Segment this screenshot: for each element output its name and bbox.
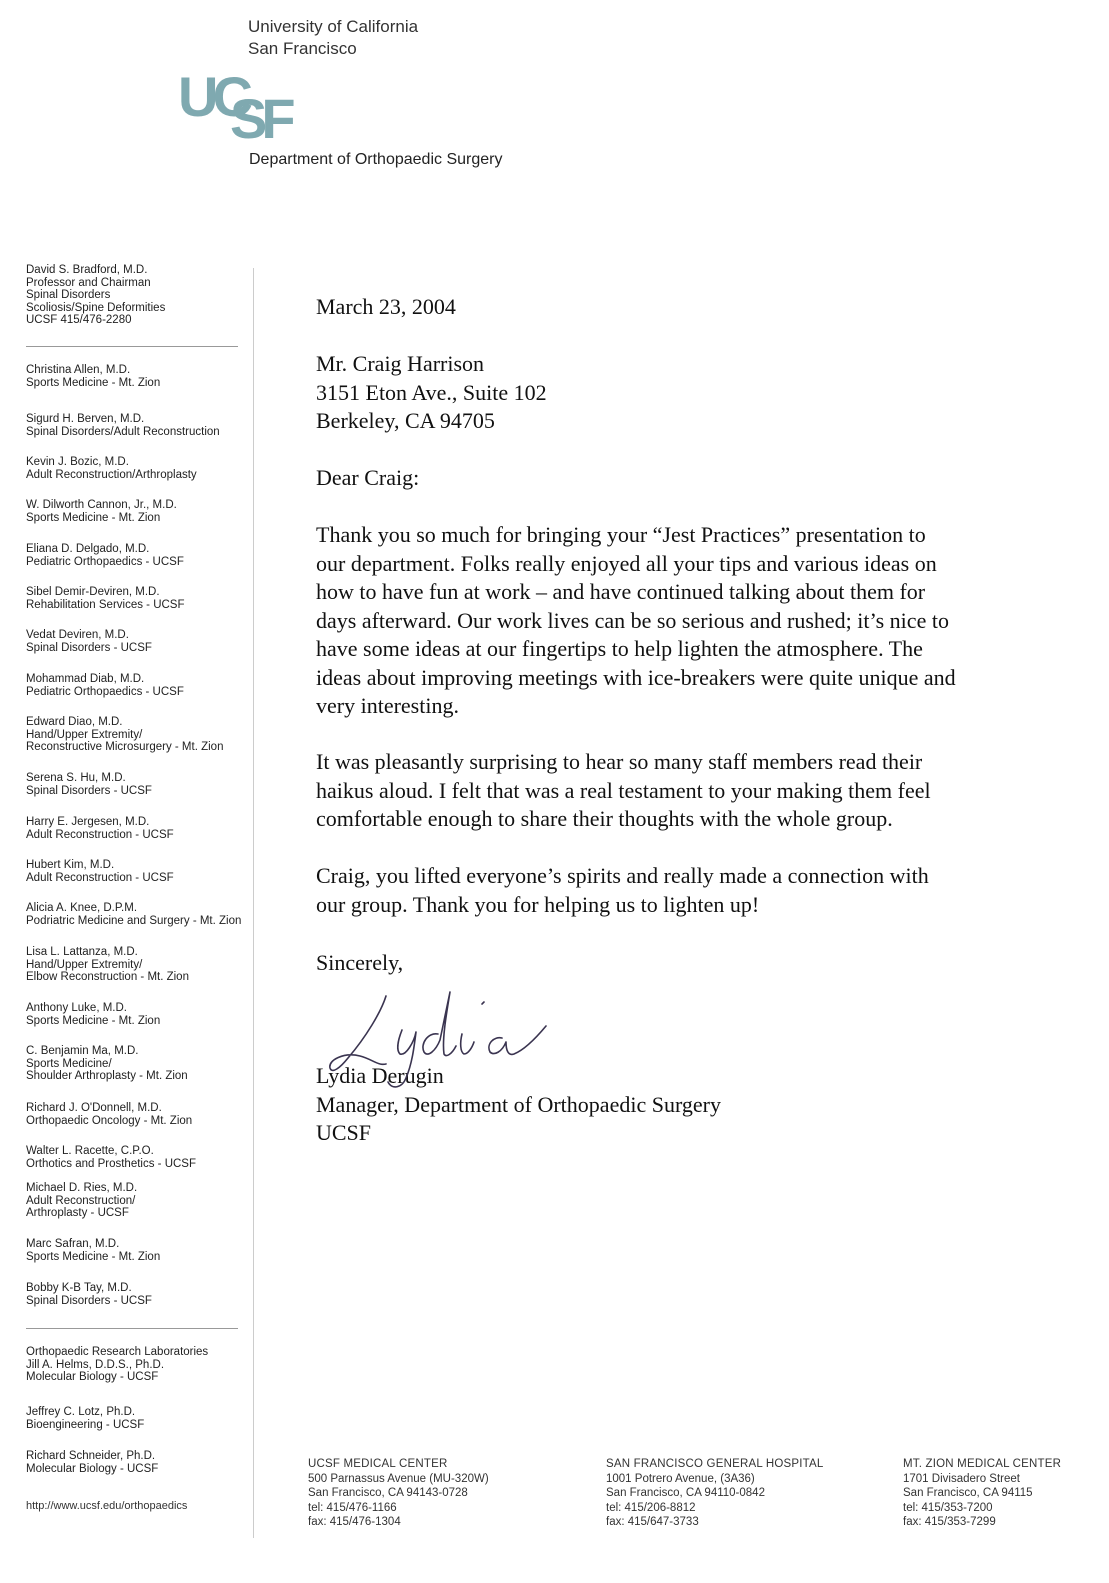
paragraph-line: our department. Folks really enjoyed all your tips and various ideas on	[316, 550, 937, 576]
faculty-entry-mohammad-diab-m-d	[26, 673, 251, 698]
address-line: Mr. Craig Harrison	[316, 351, 485, 376]
footer-location-san-francisco-general-hospital	[606, 1457, 824, 1530]
paragraph-1	[316, 521, 1056, 721]
paragraph-line: haikus aloud. I felt that was a real testament to your making them feel	[316, 777, 931, 803]
signer-name: Lydia Derugin	[316, 1063, 444, 1088]
research-entry	[26, 1450, 251, 1475]
paragraph-2	[316, 748, 1056, 834]
faculty-name: Mohammad Diab, M.D.	[26, 673, 145, 685]
footer-location-ucsf-medical-center	[308, 1457, 489, 1530]
paragraph-line: Craig, you lifted everyone’s spirits and really made a connection with	[316, 863, 929, 888]
faculty-entry-marc-safran-m-d	[26, 1238, 251, 1263]
faculty-detail: Spinal Disorders - UCSF	[26, 784, 152, 797]
location-detail: San Francisco, CA 94115	[903, 1487, 1033, 1499]
faculty-entry-sibel-demir-deviren-m-d	[26, 586, 251, 611]
paragraph-line: our group. Thank you for helping us to lighten up!	[316, 891, 760, 917]
location-detail: 1701 Divisadero Street	[903, 1472, 1020, 1485]
faculty-name: Walter L. Racette, C.P.O.	[26, 1145, 154, 1157]
faculty-detail: Pediatric Orthopaedics - UCSF	[26, 555, 184, 568]
faculty-entry-anthony-luke-m-d	[26, 1002, 251, 1027]
faculty-detail: Reconstructive Microsurgery - Mt. Zion	[26, 741, 224, 753]
faculty-detail: Sports Medicine - Mt. Zion	[26, 511, 161, 524]
faculty-name: Kevin J. Bozic, M.D.	[26, 456, 129, 468]
location-name: MT. ZION MEDICAL CENTER	[903, 1458, 1062, 1470]
faculty-detail: Orthotics and Prosthetics - UCSF	[26, 1157, 196, 1170]
handwritten-signature	[326, 982, 556, 1092]
signer-title: Manager, Department of Orthopaedic Surgery	[316, 1091, 721, 1117]
faculty-detail: Spinal Disorders - UCSF	[26, 641, 152, 654]
faculty-entry-bobby-k-b-tay-m-d	[26, 1282, 251, 1307]
ucsf-logo-uc: UC	[178, 65, 247, 128]
faculty-detail: Scoliosis/Spine Deformities	[26, 301, 166, 314]
research-line: Molecular Biology - UCSF	[26, 1371, 159, 1383]
faculty-name: Hubert Kim, M.D.	[26, 859, 115, 871]
research-line: Jeffrey C. Lotz, Ph.D.	[26, 1406, 136, 1418]
faculty-entry-lisa-l-lattanza-m-d	[26, 946, 251, 984]
location-detail: fax: 415/476-1304	[308, 1516, 401, 1528]
faculty-detail: Sports Medicine - Mt. Zion	[26, 1014, 161, 1027]
faculty-name: Michael D. Ries, M.D.	[26, 1182, 138, 1194]
location-name: SAN FRANCISCO GENERAL HOSPITAL	[606, 1458, 824, 1470]
faculty-detail: Adult Reconstruction/Arthroplasty	[26, 468, 197, 481]
location-detail: tel: 415/353-7200	[903, 1501, 993, 1514]
faculty-name: Marc Safran, M.D.	[26, 1238, 120, 1250]
faculty-detail: Rehabilitation Services - UCSF	[26, 598, 185, 611]
location-detail: tel: 415/476-1166	[308, 1501, 397, 1514]
ucsf-logo	[176, 64, 326, 142]
faculty-name: Vedat Deviren, M.D.	[26, 629, 129, 641]
paragraph-line: have some ideas at our fingertips to help lighten the atmosphere. The	[316, 636, 923, 661]
faculty-detail: Sports Medicine - Mt. Zion	[26, 1250, 161, 1263]
faculty-detail: Pediatric Orthopaedics - UCSF	[26, 685, 184, 698]
location-name: UCSF MEDICAL CENTER	[308, 1458, 448, 1470]
faculty-name: Lisa L. Lattanza, M.D.	[26, 946, 138, 958]
paragraph-3	[316, 862, 1056, 919]
faculty-name: Eliana D. Delgado, M.D.	[26, 543, 150, 555]
faculty-detail: Spinal Disorders	[26, 289, 111, 301]
location-detail: San Francisco, CA 94143-0728	[308, 1487, 468, 1499]
faculty-name: Anthony Luke, M.D.	[26, 1002, 127, 1014]
faculty-detail: Adult Reconstruction/	[26, 1194, 136, 1207]
paragraph-line: Thank you so much for bringing your “Jest Practices” presentation to	[316, 522, 926, 547]
research-entry	[26, 1346, 251, 1384]
university-name	[248, 16, 418, 60]
location-detail: 1001 Potrero Avenue, (3A36)	[606, 1472, 755, 1485]
faculty-detail: Hand/Upper Extremity/	[26, 728, 143, 741]
location-detail: 500 Parnassus Avenue (MU-320W)	[308, 1472, 489, 1485]
faculty-detail: Shoulder Arthroplasty - Mt. Zion	[26, 1070, 188, 1082]
closing: Sincerely,	[316, 950, 404, 975]
faculty-detail: Sports Medicine - Mt. Zion	[26, 376, 161, 389]
ucsf-logo-sf: SF	[230, 87, 290, 142]
address-line: 3151 Eton Ave., Suite 102	[316, 379, 547, 405]
faculty-detail: Arthroplasty - UCSF	[26, 1207, 129, 1219]
research-entry	[26, 1406, 251, 1431]
research-line: Molecular Biology - UCSF	[26, 1462, 159, 1475]
research-line: Orthopaedic Research Laboratories	[26, 1346, 209, 1358]
location-detail: fax: 415/353-7299	[903, 1516, 996, 1528]
faculty-entry-c-benjamin-ma-m-d	[26, 1045, 251, 1083]
faculty-entry-alicia-a-knee-d-p-m	[26, 902, 251, 927]
faculty-entry-walter-l-racette-c-p-o	[26, 1145, 251, 1170]
faculty-name: Bobby K-B Tay, M.D.	[26, 1282, 132, 1294]
faculty-detail: Adult Reconstruction - UCSF	[26, 828, 174, 841]
paragraph-line: It was pleasantly surprising to hear so many staff members read their	[316, 749, 923, 774]
faculty-detail: Professor and Chairman	[26, 276, 151, 289]
faculty-entry-eliana-d-delgado-m-d	[26, 543, 251, 568]
paragraph-line: days afterward. Our work lives can be so serious and rushed; it’s nice to	[316, 607, 949, 633]
faculty-detail: Spinal Disorders/Adult Reconstruction	[26, 425, 220, 438]
faculty-name: Richard J. O'Donnell, M.D.	[26, 1102, 162, 1114]
faculty-entry-harry-e-jergesen-m-d	[26, 816, 251, 841]
faculty-entry-sigurd-h-berven-m-d	[26, 413, 251, 438]
sidebar-rule-top	[26, 346, 238, 347]
faculty-name: Serena S. Hu, M.D.	[26, 772, 126, 784]
faculty-name: Christina Allen, M.D.	[26, 364, 131, 376]
department-url[interactable]: http://www.ucsf.edu/orthopaedics	[26, 1500, 188, 1512]
sidebar-rule-bottom	[26, 1328, 238, 1329]
footer-location-mt-zion-medical-center	[903, 1457, 1061, 1530]
faculty-name: W. Dilworth Cannon, Jr., M.D.	[26, 499, 177, 511]
faculty-entry-serena-s-hu-m-d	[26, 772, 251, 797]
research-line: Jill A. Helms, D.D.S., Ph.D.	[26, 1358, 165, 1371]
faculty-name: Sigurd H. Berven, M.D.	[26, 413, 145, 425]
chairman-entry	[26, 264, 251, 327]
location-detail: tel: 415/206-8812	[606, 1501, 696, 1514]
faculty-entry-vedat-deviren-m-d	[26, 629, 251, 654]
faculty-detail: Elbow Reconstruction - Mt. Zion	[26, 971, 189, 983]
faculty-entry-michael-d-ries-m-d	[26, 1182, 251, 1220]
faculty-entry-kevin-j-bozic-m-d	[26, 456, 251, 481]
paragraph-line: comfortable enough to share their thoughts with the whole group.	[316, 806, 893, 831]
faculty-name: David S. Bradford, M.D.	[26, 264, 148, 276]
recipient-address	[316, 350, 1056, 436]
research-line: Bioengineering - UCSF	[26, 1418, 145, 1431]
university-line-2: San Francisco	[248, 39, 357, 58]
university-line-1: University of California	[248, 17, 419, 36]
signer-org: UCSF	[316, 1120, 372, 1145]
location-detail: San Francisco, CA 94110-0842	[606, 1487, 765, 1499]
faculty-detail: Hand/Upper Extremity/	[26, 958, 143, 971]
faculty-detail: Adult Reconstruction - UCSF	[26, 871, 174, 884]
faculty-name: Sibel Demir-Deviren, M.D.	[26, 586, 160, 598]
faculty-detail: Podriatric Medicine and Surgery - Mt. Zion	[26, 914, 242, 927]
faculty-entry-edward-diao-m-d	[26, 716, 251, 754]
address-line: Berkeley, CA 94705	[316, 408, 495, 433]
sidebar-divider	[253, 268, 254, 1538]
faculty-entry-christina-allen-m-d	[26, 364, 251, 389]
department-heading: Department of Orthopaedic Surgery	[249, 151, 503, 168]
faculty-detail: UCSF 415/476-2280	[26, 314, 132, 326]
faculty-entry-hubert-kim-m-d	[26, 859, 251, 884]
paragraph-line: very interesting.	[316, 693, 459, 718]
faculty-detail: Orthopaedic Oncology - Mt. Zion	[26, 1114, 193, 1127]
faculty-entry-richard-j-o-donnell-m-d	[26, 1102, 251, 1127]
faculty-detail: Sports Medicine/	[26, 1057, 112, 1070]
faculty-name: C. Benjamin Ma, M.D.	[26, 1045, 139, 1057]
faculty-name: Alicia A. Knee, D.P.M.	[26, 902, 138, 914]
letter-date: March 23, 2004	[316, 294, 456, 319]
faculty-name: Edward Diao, M.D.	[26, 716, 123, 728]
research-line: Richard Schneider, Ph.D.	[26, 1450, 156, 1462]
faculty-entry-w-dilworth-cannon-jr-m-d	[26, 499, 251, 524]
faculty-detail: Spinal Disorders - UCSF	[26, 1294, 152, 1307]
paragraph-line: how to have fun at work – and have continued talking about them for	[316, 579, 926, 604]
salutation: Dear Craig:	[316, 465, 420, 490]
paragraph-line: ideas about improving meetings with ice-breakers were quite unique and	[316, 664, 956, 690]
location-detail: fax: 415/647-3733	[606, 1516, 699, 1528]
faculty-name: Harry E. Jergesen, M.D.	[26, 816, 150, 828]
